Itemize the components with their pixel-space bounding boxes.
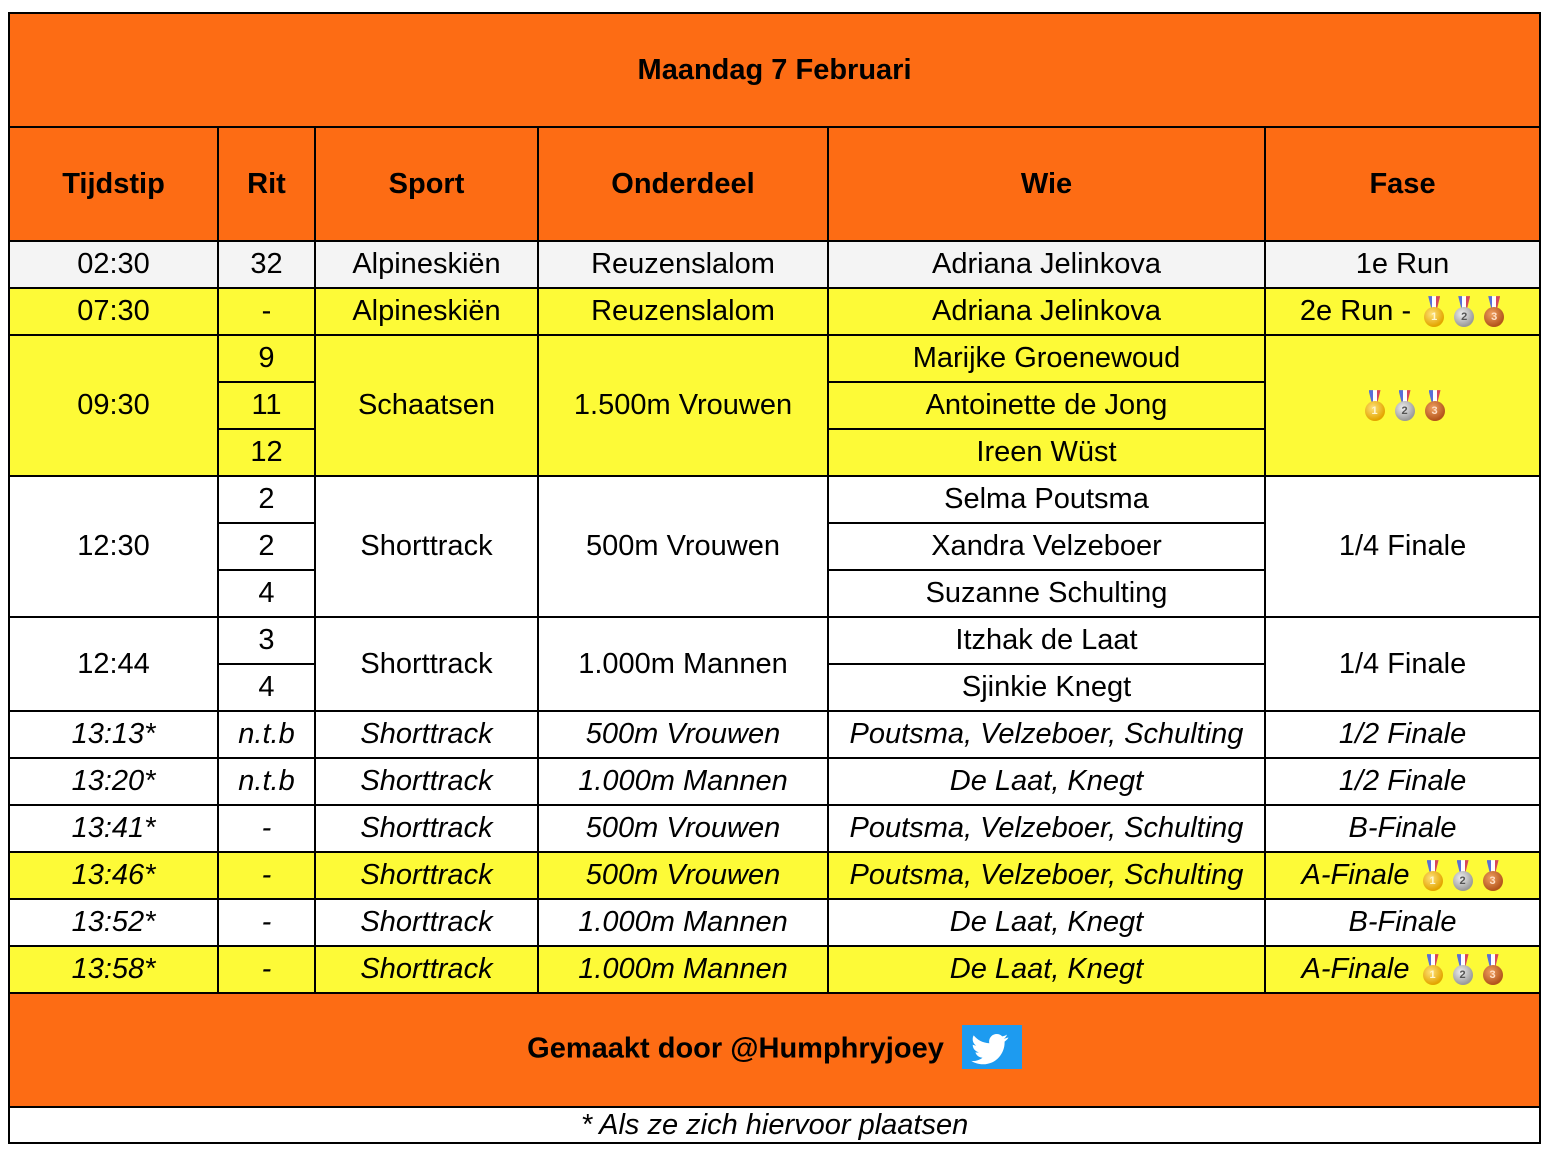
cell-rit: - xyxy=(218,852,315,899)
footnote-row xyxy=(9,1107,1540,1143)
cell-wie: Adriana Jelinkova xyxy=(828,288,1265,335)
header-row xyxy=(9,127,1540,241)
fase-label: A-Finale xyxy=(1301,952,1410,985)
cell-tijdstip: 13:41* xyxy=(9,805,218,852)
cell-fase xyxy=(1265,288,1540,335)
table-row xyxy=(9,476,1540,523)
medal-group xyxy=(1364,390,1446,422)
cell-sport: Shorttrack xyxy=(315,946,538,993)
footnote: * Als ze zich hiervoor plaatsen xyxy=(9,1107,1540,1143)
cell-tijdstip: 09:30 xyxy=(9,335,218,476)
cell-onderdeel: 500m Vrouwen xyxy=(538,476,828,617)
cell-sport: Shorttrack xyxy=(315,758,538,805)
cell-rit: - xyxy=(218,946,315,993)
table-row xyxy=(9,758,1540,805)
cell-rit: 9 xyxy=(218,335,315,382)
footer-text: Gemaakt door @Humphryjoey xyxy=(527,1032,944,1065)
cell-tijdstip: 12:44 xyxy=(9,617,218,711)
table-row xyxy=(9,617,1540,664)
cell-tijdstip: 12:30 xyxy=(9,476,218,617)
cell-wie: Itzhak de Laat xyxy=(828,617,1265,664)
gold-medal-icon: 1 xyxy=(1423,296,1445,328)
table-row xyxy=(9,241,1540,288)
cell-wie: Ireen Wüst xyxy=(828,429,1265,476)
cell-wie: De Laat, Knegt xyxy=(828,758,1265,805)
table-row xyxy=(9,288,1540,335)
cell-onderdeel: 1.000m Mannen xyxy=(538,758,828,805)
cell-tijdstip: 13:58* xyxy=(9,946,218,993)
cell-wie: Xandra Velzeboer xyxy=(828,523,1265,570)
cell-wie: Sjinkie Knegt xyxy=(828,664,1265,711)
gold-medal-icon: 1 xyxy=(1364,390,1386,422)
cell-fase: 1/2 Finale xyxy=(1265,758,1540,805)
page-title: Maandag 7 Februari xyxy=(9,13,1540,127)
cell-fase: B-Finale xyxy=(1265,899,1540,946)
footer-row xyxy=(9,993,1540,1107)
cell-onderdeel: 1.000m Mannen xyxy=(538,617,828,711)
cell-rit: n.t.b xyxy=(218,758,315,805)
table-row xyxy=(9,899,1540,946)
cell-fase: 1/2 Finale xyxy=(1265,711,1540,758)
cell-rit: 3 xyxy=(218,617,315,664)
title-row xyxy=(9,13,1540,127)
cell-wie: Poutsma, Velzeboer, Schulting xyxy=(828,711,1265,758)
header-onderdeel: Onderdeel xyxy=(538,127,828,241)
footer-credit xyxy=(9,993,1540,1107)
cell-rit: - xyxy=(218,805,315,852)
cell-fase xyxy=(1265,852,1540,899)
cell-sport: Alpineskiën xyxy=(315,241,538,288)
twitter-bird-icon[interactable] xyxy=(962,1025,1022,1069)
cell-sport: Schaatsen xyxy=(315,335,538,476)
cell-rit: 2 xyxy=(218,476,315,523)
header-wie: Wie xyxy=(828,127,1265,241)
table-row xyxy=(9,335,1540,382)
cell-sport: Shorttrack xyxy=(315,805,538,852)
cell-sport: Shorttrack xyxy=(315,711,538,758)
table-row xyxy=(9,805,1540,852)
header-tijdstip: Tijdstip xyxy=(9,127,218,241)
cell-wie: Antoinette de Jong xyxy=(828,382,1265,429)
cell-wie: De Laat, Knegt xyxy=(828,899,1265,946)
cell-onderdeel: 500m Vrouwen xyxy=(538,711,828,758)
medal-group xyxy=(1422,860,1504,892)
silver-medal-icon: 2 xyxy=(1453,296,1475,328)
cell-fase: B-Finale xyxy=(1265,805,1540,852)
cell-wie: Suzanne Schulting xyxy=(828,570,1265,617)
cell-tijdstip: 13:46* xyxy=(9,852,218,899)
silver-medal-icon: 2 xyxy=(1452,860,1474,892)
cell-rit: 12 xyxy=(218,429,315,476)
medal-group xyxy=(1423,296,1505,328)
cell-wie: Marijke Groenewoud xyxy=(828,335,1265,382)
header-sport: Sport xyxy=(315,127,538,241)
bronze-medal-icon: 3 xyxy=(1482,860,1504,892)
cell-onderdeel: 500m Vrouwen xyxy=(538,805,828,852)
schedule-table xyxy=(8,12,1541,1144)
silver-medal-icon: 2 xyxy=(1452,954,1474,986)
gold-medal-icon: 1 xyxy=(1422,954,1444,986)
cell-fase xyxy=(1265,335,1540,476)
cell-rit: 11 xyxy=(218,382,315,429)
gold-medal-icon: 1 xyxy=(1422,860,1444,892)
cell-onderdeel: 1.000m Mannen xyxy=(538,899,828,946)
table-row xyxy=(9,852,1540,899)
cell-rit: - xyxy=(218,899,315,946)
table-row xyxy=(9,946,1540,993)
cell-rit: 32 xyxy=(218,241,315,288)
bronze-medal-icon: 3 xyxy=(1482,954,1504,986)
cell-tijdstip: 13:13* xyxy=(9,711,218,758)
cell-fase: 1/4 Finale xyxy=(1265,476,1540,617)
cell-wie: Poutsma, Velzeboer, Schulting xyxy=(828,852,1265,899)
cell-sport: Shorttrack xyxy=(315,617,538,711)
cell-sport: Alpineskiën xyxy=(315,288,538,335)
header-rit: Rit xyxy=(218,127,315,241)
cell-rit: 4 xyxy=(218,570,315,617)
cell-tijdstip: 13:20* xyxy=(9,758,218,805)
bronze-medal-icon: 3 xyxy=(1483,296,1505,328)
table-row xyxy=(9,711,1540,758)
cell-sport: Shorttrack xyxy=(315,852,538,899)
cell-tijdstip: 02:30 xyxy=(9,241,218,288)
cell-wie: Selma Poutsma xyxy=(828,476,1265,523)
cell-rit: - xyxy=(218,288,315,335)
fase-label: 2e Run - xyxy=(1299,294,1412,327)
header-fase: Fase xyxy=(1265,127,1540,241)
silver-medal-icon: 2 xyxy=(1394,390,1416,422)
cell-wie: Poutsma, Velzeboer, Schulting xyxy=(828,805,1265,852)
cell-wie: De Laat, Knegt xyxy=(828,946,1265,993)
cell-fase: 1e Run xyxy=(1265,241,1540,288)
bronze-medal-icon: 3 xyxy=(1424,390,1446,422)
cell-onderdeel: 1.500m Vrouwen xyxy=(538,335,828,476)
cell-fase: 1/4 Finale xyxy=(1265,617,1540,711)
cell-onderdeel: Reuzenslalom xyxy=(538,241,828,288)
cell-onderdeel: 1.000m Mannen xyxy=(538,946,828,993)
cell-onderdeel: Reuzenslalom xyxy=(538,288,828,335)
cell-tijdstip: 07:30 xyxy=(9,288,218,335)
cell-sport: Shorttrack xyxy=(315,899,538,946)
cell-rit: n.t.b xyxy=(218,711,315,758)
cell-rit: 2 xyxy=(218,523,315,570)
cell-wie: Adriana Jelinkova xyxy=(828,241,1265,288)
cell-tijdstip: 13:52* xyxy=(9,899,218,946)
cell-rit: 4 xyxy=(218,664,315,711)
medal-group xyxy=(1422,954,1504,986)
cell-onderdeel: 500m Vrouwen xyxy=(538,852,828,899)
fase-label: A-Finale xyxy=(1301,858,1410,891)
cell-sport: Shorttrack xyxy=(315,476,538,617)
cell-fase xyxy=(1265,946,1540,993)
